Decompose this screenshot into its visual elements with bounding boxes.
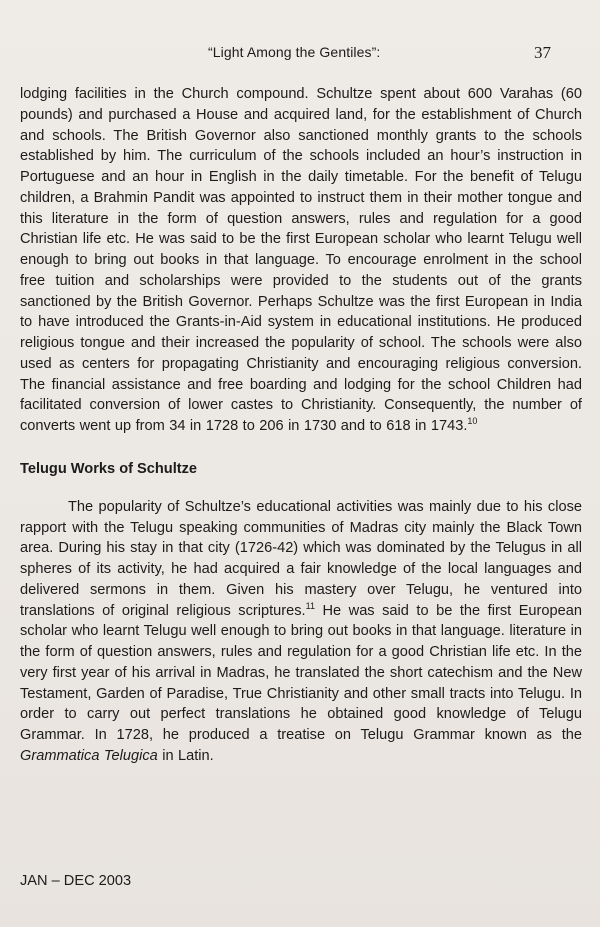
paragraph-1 <box>20 84 582 437</box>
footer-issue: JAN – DEC 2003 <box>20 873 132 889</box>
page-number: 37 <box>534 43 551 62</box>
footnote-ref-11: 11 <box>305 600 315 611</box>
paragraph-2-text-a: The popularity of Schultze’s educational activities was mainly due to his close rapport with the Telugu speaking communities of Madras city mainly the Black Town area. During his stay in that city (1726-42) which was dominated by the Telugus in all spheres of its activity, he had acquired a fair knowledge of the local languages and delivered sermons in them. Given his mastery over Telugu, he ventured into translations of original religious scriptures. <box>20 498 582 619</box>
running-title: “Light Among the Gentiles”: <box>208 44 381 60</box>
paragraph-1-text: lodging facilities in the Church compound. Schultze spent about 600 Varahas (60 pounds) and purchased a House and acquired land, for the establishment of Church and schools. The British Governor also sanctioned monthly grants to the schools established by him. The curriculum of the schools included an hour’s instruction in Portuguese and an hour in English in the daily timetable. For the benefit of Telugu children, a Brahmin Pandit was appointed to instruct them in their mother tongue and this literature in the form of question answers, rules and regulation for a good Christian life etc. He was said to be the first European scholar who learnt Telugu well enough to bring out books in that language. To encourage enrolment in the school free tuition and scholarships were provided to the students out of the grants sanctioned by the British Governor. Perhaps Schultze was the first European in India to have introduced the Grants-in-Aid system in educational institutions. He produced religious tongue and their increased the popularity of school. The schools were also used as centers for propagating Christianity and encouraging religious conversion. The financial assistance and free boarding and lodging for the school Children had facilitated conversion of lower castes to Christianity. Consequently, the number of converts went up from 34 in 1728 to 206 in 1730 and to 618 in 1743. <box>20 86 582 434</box>
section-heading: Telugu Works of Schultze <box>20 460 198 477</box>
footnote-ref-10: 10 <box>467 416 478 426</box>
paragraph-2-text-b: He was said to be the first European scholar who learnt Telugu well enough to bring out books in that language. literature in the form of question answers, rules and regulation for a good Christian life etc. In the very first year of his arrival in Madras, he translated the short catechism and the New Testament, Garden of Paradise, True Christianity and other small tracts into Telugu. In order to carry out perfect translations he obtained good knowledge of Telugu Grammar. In 1728, he produced a treatise on Telugu Grammar known as the <box>20 602 582 743</box>
running-header <box>0 44 600 66</box>
body-text <box>20 84 582 767</box>
book-title-grammatica-telugica: Grammatica Telugica <box>20 747 158 764</box>
paragraph-2-text-c: in Latin. <box>157 747 214 764</box>
paragraph-2 <box>20 497 582 767</box>
